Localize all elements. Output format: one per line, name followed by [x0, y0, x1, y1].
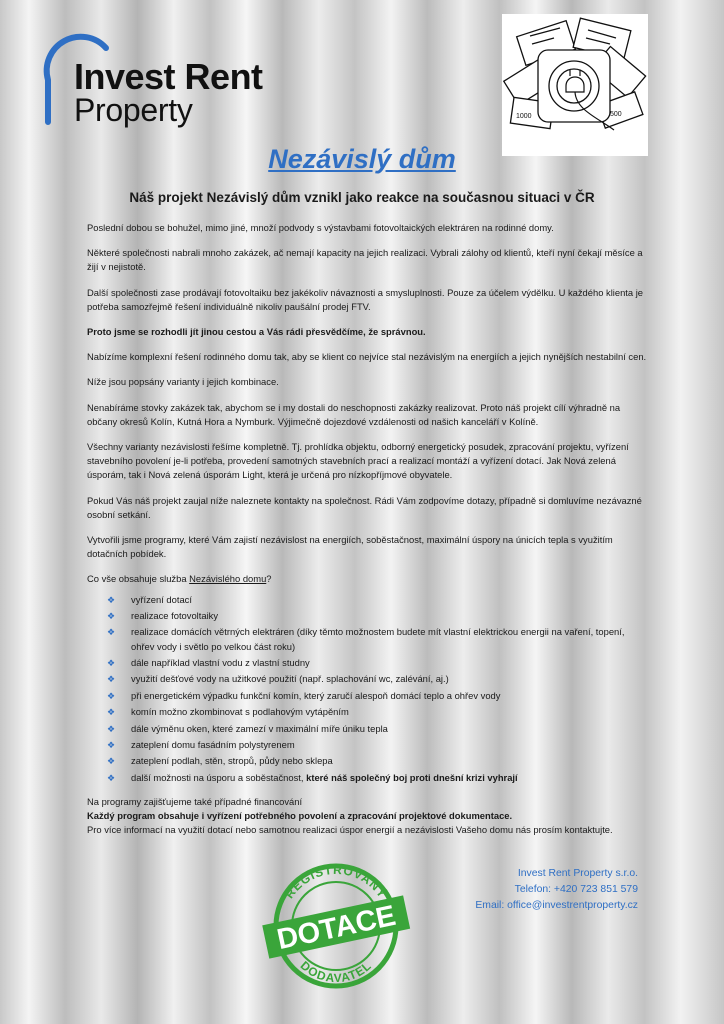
- paragraph-emphasis: Proto jsme se rozhodli jít jinou cestou a Vás rádi přesvědčíme, že správnou.: [87, 326, 426, 338]
- diamond-bullet-icon: ❖: [107, 772, 116, 783]
- closing-line-bold: Každý program obsahuje i vyřízení potřebného povolení a zpracování projektové dokumentace.: [87, 810, 513, 822]
- diamond-bullet-icon: ❖: [107, 707, 116, 718]
- paragraph: Nenabíráme stovky zakázek tak, abychom se i my dostali do neschopnosti zakázky realizovat. Proto náš projekt cílí výhradně na občany okresů Kolín, Kutná Hora a Nymburk. Výjimečně dojezdové vzdálenosti od našich kanceláří v Kolíně.: [87, 401, 621, 427]
- contact-block: [475, 866, 638, 914]
- diamond-bullet-icon: ❖: [107, 658, 116, 669]
- paragraph: Níže jsou popsány varianty i jejich kombinace.: [87, 376, 279, 388]
- closing-section: [87, 795, 647, 838]
- main-content: [87, 221, 647, 838]
- contact-phone[interactable]: Telefon: +420 723 851 579: [514, 884, 638, 895]
- diamond-bullet-icon: ❖: [107, 611, 116, 622]
- svg-text:1000: 1000: [516, 113, 532, 120]
- list-item: ❖ realizace domácích větrných elektráren (díky těmto možnostem budete mít vlastní elektrickou energii na vaření, topení, ohřev vody i světlo po velkou část roku): [107, 626, 625, 652]
- closing-line: Na programy zajišťujeme také případné financování: [87, 795, 303, 807]
- diamond-bullet-icon: ❖: [107, 739, 116, 750]
- list-item: ❖ další možnosti na úsporu a soběstačnost, které náš společný boj proti dnešní krizi vyhrají: [107, 771, 647, 785]
- svg-text:500: 500: [610, 111, 622, 118]
- contact-email[interactable]: Email: office@investrentproperty.cz: [475, 900, 638, 911]
- list-item: ❖ dále například vlastní vodu z vlastní studny: [107, 656, 647, 670]
- list-item: ❖ realizace fotovoltaiky: [107, 609, 647, 623]
- list-item: ❖ využití dešťové vody na užitkové použití (např. splachování wc, zalévání, aj.): [107, 672, 647, 686]
- company-logo: [36, 30, 276, 130]
- diamond-bullet-icon: ❖: [107, 756, 116, 767]
- paragraph: Nabízíme komplexní řešení rodinného domu tak, aby se klient co nejvíce stal nezávislým na energiích a jejich nynějších nestabilní cen.: [87, 351, 647, 363]
- stamp-bottom-text: DODAVATEL: [297, 958, 375, 986]
- service-question: [87, 572, 647, 586]
- diamond-bullet-icon: ❖: [107, 674, 116, 685]
- list-item: ❖ zateplení podlah, stěn, stropů, půdy nebo sklepa: [107, 754, 647, 768]
- feature-list: [87, 593, 647, 785]
- socket-money-illustration: [502, 14, 648, 156]
- paragraph: Některé společnosti nabrali mnoho zakázek, ač nemají kapacity na jejich realizaci. Vybrali zálohy od klientů, kteří nyní čekají měsíce a žijí v nejistotě.: [87, 247, 643, 273]
- diamond-bullet-icon: ❖: [107, 627, 116, 638]
- diamond-bullet-icon: ❖: [107, 723, 116, 734]
- paragraph: Další společnosti zase prodávají fotovoltaiku bez jakékoliv návaznosti a smysluplnosti. Pouze za účelem výdělku. U každého klienta je potřeba samozřejmě řešení individuálně nikoliv paušální prodej FTV.: [87, 286, 644, 312]
- stamp-top-text: REGISTROVANÝ: [282, 862, 390, 902]
- question-suffix: ?: [266, 573, 272, 585]
- paragraph: Poslední dobou se bohužel, mimo jiné, množí podvody s výstavbami fotovoltaických elektráren na rodinné domy.: [87, 222, 554, 233]
- stamp-main-text: DOTACE: [274, 899, 399, 957]
- list-item: ❖ zateplení domu fasádním polystyrenem: [107, 738, 647, 752]
- service-link[interactable]: Nezávislého domu: [189, 573, 267, 585]
- logo-text-line2: Property: [74, 92, 193, 128]
- paragraph: Pokud Vás náš projekt zaujal níže naleznete kontakty na společnost. Rádi Vám zodpovíme dotazy, případně si domluvíme nezávazné osobní setkání.: [87, 494, 642, 520]
- list-item: ❖ dále výměnu oken, které zamezí v maximální míře úniku tepla: [107, 722, 647, 736]
- list-item: ❖ komín možno zkombinovat s podlahovým vytápěním: [107, 705, 647, 719]
- paragraph: Všechny varianty nezávislosti řešíme kompletně. Tj. prohlídka objektu, odborný energetický posudek, zpracování projektu, vyřízení stavebního povolení je-li potřeba, provedení samotných stavebních prací a realizací montáží a vyřízení dotací. Jak Nová zelená úsporám, tak i Nová zelená úsporám Light, která je určená pro nízkopříjmové obyvatele.: [87, 441, 629, 481]
- diamond-bullet-icon: ❖: [107, 690, 116, 701]
- list-item: ❖ při energetickém výpadku funkční komín, který zaručí alespoň domácí teplo a ohřev vody: [107, 689, 647, 703]
- list-item: ❖ vyřízení dotací: [107, 593, 647, 607]
- paragraph: Vytvořili jsme programy, které Vám zajistí nezávislost na energiích, soběstačnost, maximální úspory na únicích tepla s využitím dotačních pobídek.: [87, 534, 613, 560]
- question-prefix: Co vše obsahuje služba: [87, 573, 190, 585]
- page-title: Nezávislý dům: [268, 144, 456, 174]
- logo-text-line1: Invest Rent: [74, 56, 263, 97]
- diamond-bullet-icon: ❖: [107, 594, 116, 605]
- page-subtitle: Náš projekt Nezávislý dům vznikl jako reakce na současnou situaci v ČR: [129, 190, 595, 205]
- closing-line: Pro více informací na využití dotací nebo samotnou realizaci úspor energií a nezávislosti Vašeho domu nás prosím kontaktujte.: [87, 824, 613, 836]
- contact-company: Invest Rent Property s.r.o.: [517, 868, 638, 879]
- registered-supplier-stamp: [256, 862, 416, 990]
